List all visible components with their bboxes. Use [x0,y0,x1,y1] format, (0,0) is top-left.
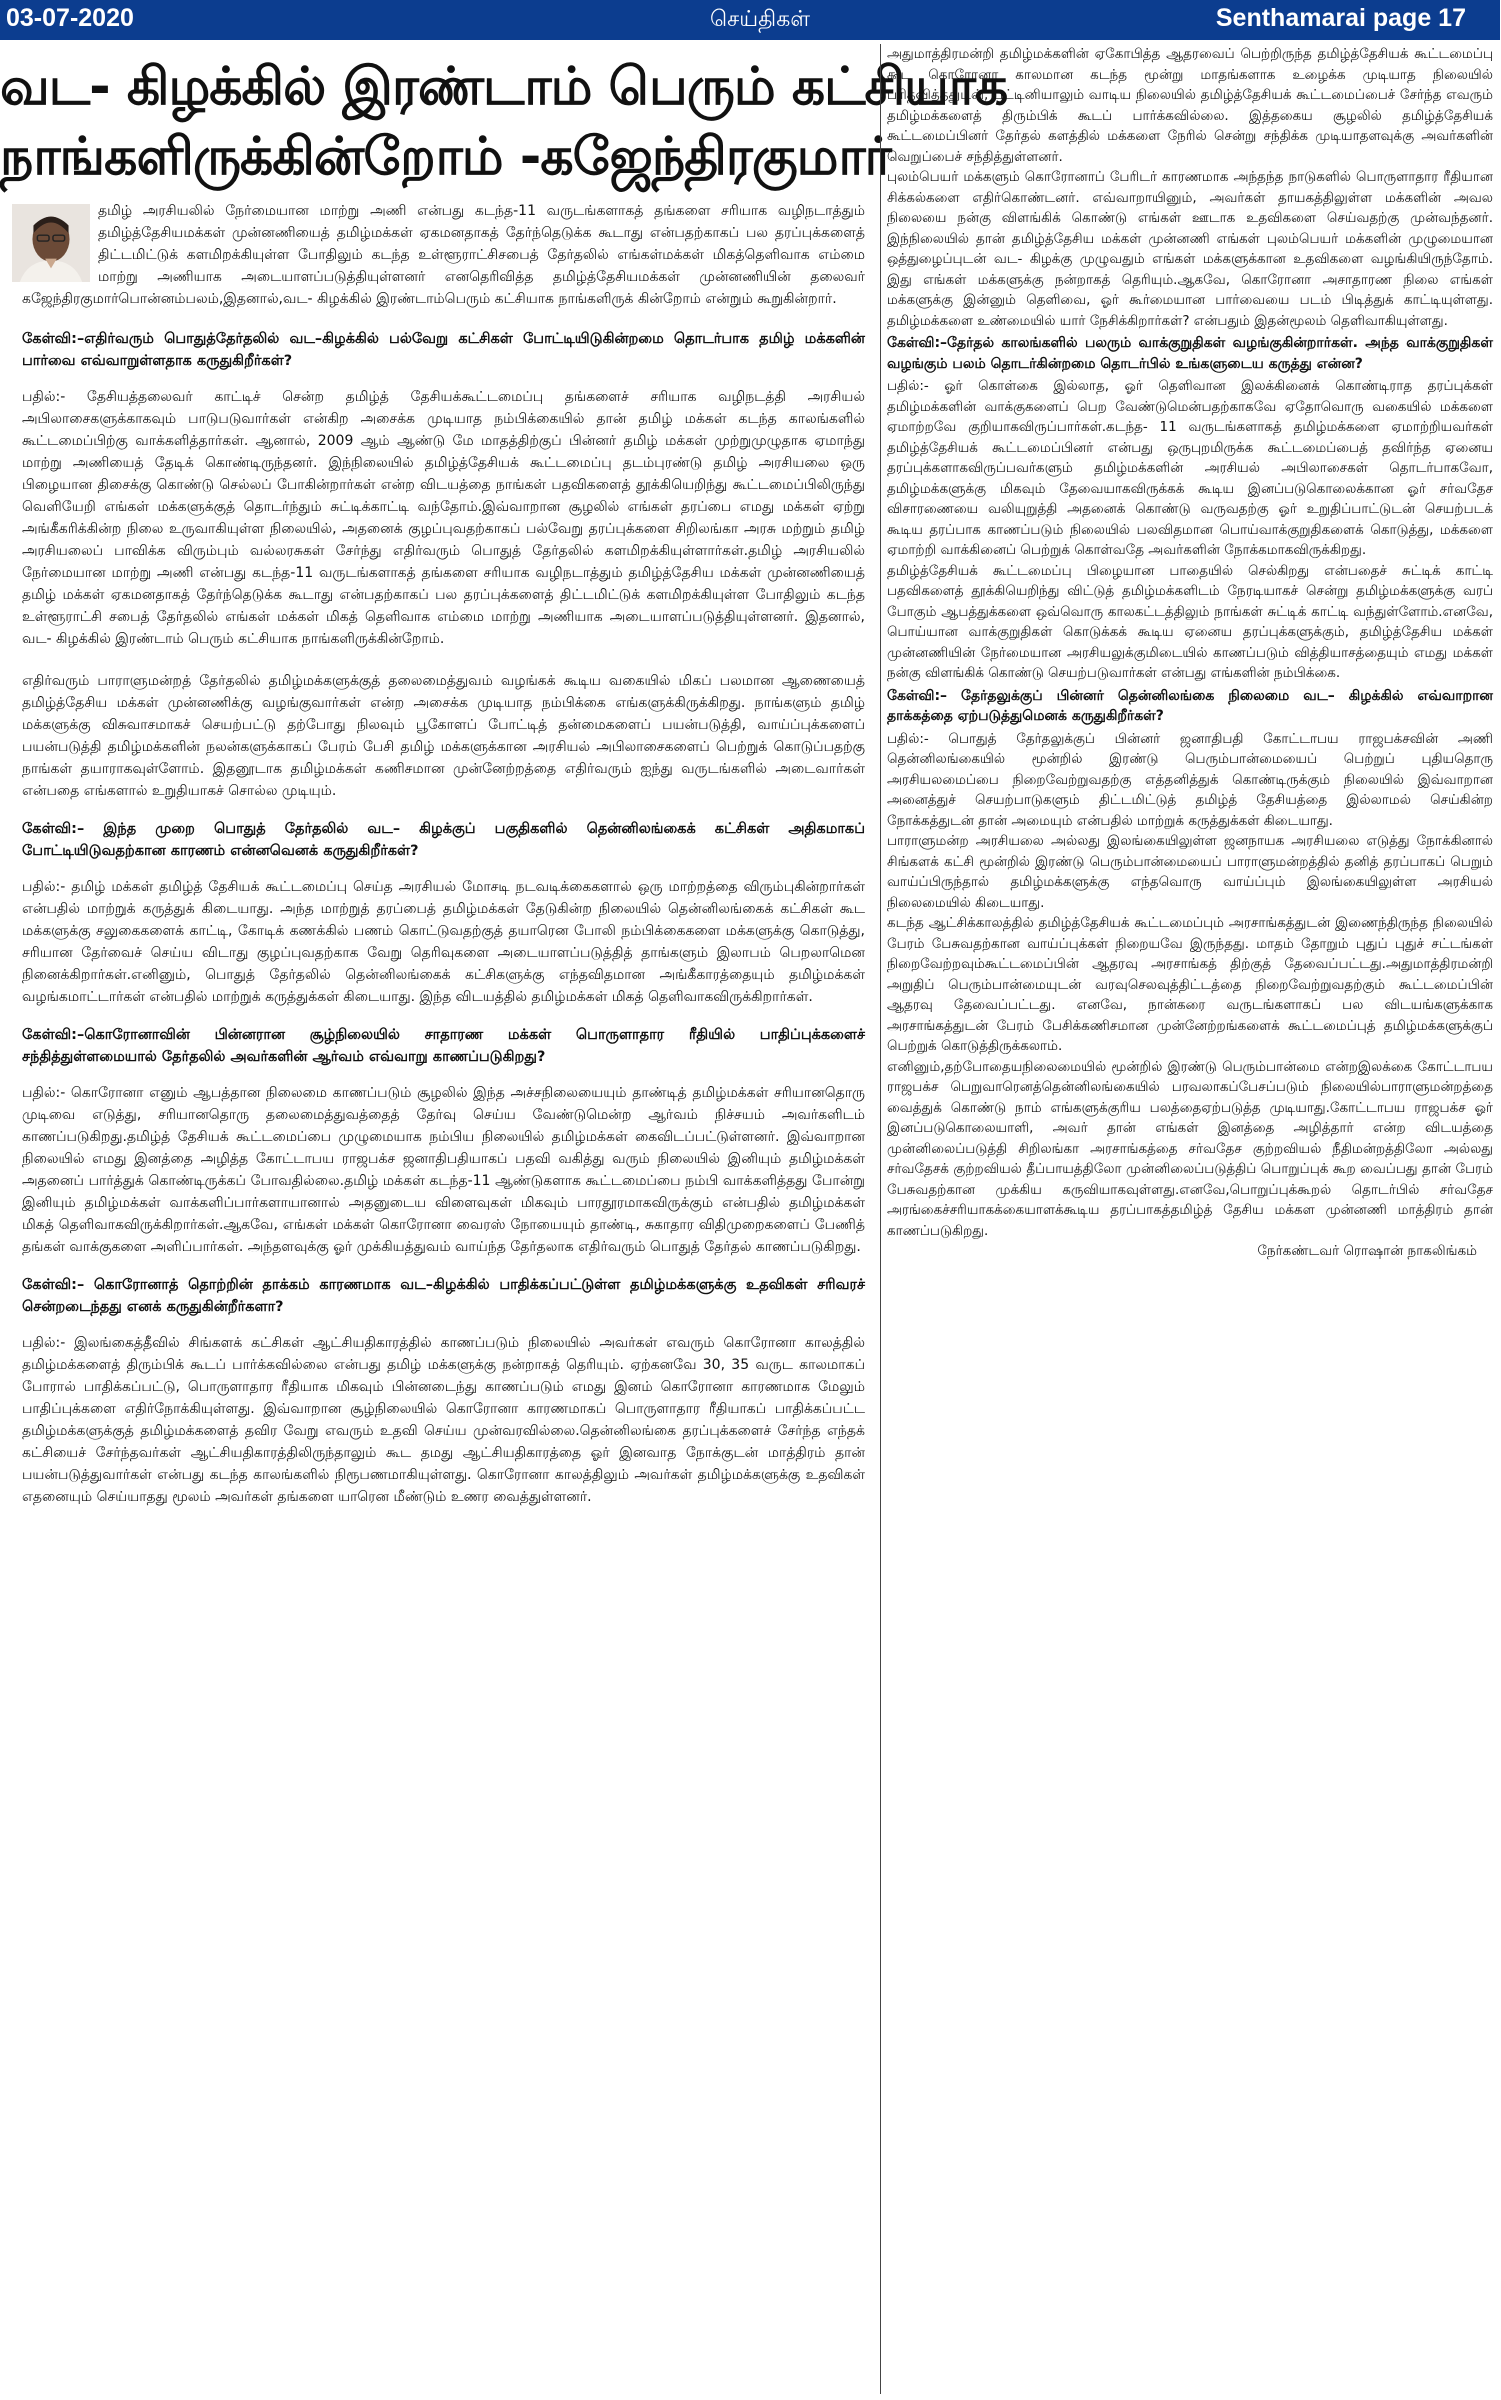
answer-2: பதில்:- தமிழ் மக்கள் தமிழ்த் தேசியக் கூட்டமைப்பு செய்த அரசியல் மோசடி நடவடிக்கைகளால் ஒரு மாற்றத்தை விரும்புகின்றார்கள் என்பதில் மாற்றுக் கருத்துக் கிடையாது. அந்த மாற்றுத் தரப்பைத் தமிழ்மக்கள் தேடுகின்ற நிலையில் தென்னிலங்கைக் கட்சிகள் கூட மக்களுக்கு சலுகைகளைக் காட்டி, கோடிக் கணக்கில் பணம் கொட்டுவதற்குத் தயாரென போலி நம்பிக்கைகளை மக்களுக்கு கொடுத்து, சரியான தேர்வைச் செய்ய விடாது குழப்புவதற்காக வேறு தெரிவுகளை அடையாளப்படுத்தித் தாங்களும் இலாபம் பெறலாமென நினைக்கிறார்கள்.எனினும், பொதுத் தேர்தலில் தென்னிலங்கைக் கட்சிகளுக்கு எந்தவிதமான அங்கீகாரத்தையும் தமிழ்மக்கள் வழங்கமாட்டார்கள் என்பதில் மாற்றுக் கருத்துக்கள் கிடையாது. இந்த விடயத்தில் தமிழ்மக்கள் மிகத் தெளிவாகவிருக்கிறார்கள். [22,879,865,1005]
header-section: செய்திகள் [710,6,811,31]
right-column [880,44,1501,2394]
question-4: கேள்வி:– கொரோனாத் தொற்றின் தாக்கம் காரணமாக வட–கிழக்கில் பாதிக்கப்பட்டுள்ள தமிழ்மக்களுக்கு உதவிகள் சரிவரச் சென்றடைந்தது எனக் கருதுகின்றீர்களா? [22,1277,865,1315]
left-column [0,44,1008,2394]
question-5: கேள்வி:–தேர்தல் காலங்களில் பலரும் வாக்குறுதிகள் வழங்குகின்றார்கள். அந்த வாக்குறுதிகள் வழங்கும் பலம் தொடர்கின்றமை தொடர்பில் உங்களுடைய கருத்து என்ன? [887,335,1493,372]
question-1: கேள்வி:–எதிர்வரும் பொதுத்தேர்தலில் வட–கிழக்கில் பல்வேறு கட்சிகள் போட்டியிடுகின்றமை தொடர்பாக தமிழ் மக்களின் பார்வை எவ்வாறுள்ளதாக கருதுகிறீர்கள்? [22,331,865,369]
question-6: கேள்வி:– தேர்தலுக்குப் பின்னர் தென்னிலங்கை நிலைமை வட– கிழக்கில் எவ்வாறான தாக்கத்தை ஏற்படுத்துமெனக் கருதுகிறீர்கள்? [887,687,1493,724]
headline [0,44,1008,192]
question-3: கேள்வி:–கொரோனாவின் பின்னரான சூழ்நிலையில் சாதாரண மக்கள் பொருளாதார ரீதியில் பாதிப்புக்களைச் சந்தித்துள்ளமையால் தேர்தலில் அவர்களின் ஆர்வம் எவ்வாறு காணப்படுகிறது? [22,1027,865,1065]
intro-paragraph: தமிழ் அரசியலில் நேர்மையான மாற்று அணி என்பது கடந்த-11 வருடங்களாகத் தங்களை சரியாக வழிநடாத்தும் தமிழ்த்தேசியமக்கள் முன்னணியைத் தமிழ்மக்கள் ஏகமனதாகத் தேர்ந்தெடுக்க கூடாது என்பதற்காகப் பல தரப்புக்களைத் திட்டமிட்டுக் களமிறக்கியுள்ள போதிலும் கடந்த உள்ளூராட்சிசபைத் தேர்தலில் எங்கள்மக்கள் மிகத்தெளிவாக எம்மை மாற்று அணியாக அடையாளப்படுத்தியுள்ளனர் எனதெரிவித்த தமிழ்த்தேசியமக்கள் முன்னணியின் தலைவர் கஜேந்திரகுமார்பொன்னம்பலம்,இதனால்,வட- கிழக்கில் இரண்டாம்பெரும் கட்சியாக நாங்களிருக் கின்றோம் என்றும் கூறுகின்றார். [22,203,865,307]
header-date: 03-07-2020 [6,4,134,32]
right-continuation-paragraph-1: அதுமாத்திரமன்றி தமிழ்மக்களின் ஏகோபித்த ஆதரவைப் பெற்றிருந்த தமிழ்த்தேசியக் கூட்டமைப்பு கூட கொரோனா காலமான கடந்த மூன்று மாதங்களாக உழைக்க முடியாத நிலையில் பரிதவித்ததுடன், பட்டினியாலும் வாடிய நிலையில் தமிழ்த்தேசியக் கூட்டமைப்பைச் சேர்ந்த எவரும் தமிழ்மக்களைத் திரும்பிக் கூடப் பார்க்கவில்லை. இத்தகைய சூழலில் தமிழ்த்தேசியக் கூட்டமைப்பினர் தேர்தல் களத்தில் மக்களை நேரில் சென்று சந்திக்க முடியாதளவுக்கு அவர்களின் வெறுப்பைச் சந்தித்துள்ளனர். [887,46,1493,165]
answer-5-part-1: பதில்:- ஓர் கொள்கை இல்லாத, ஓர் தெளிவான இலக்கினைக் கொண்டிராத தரப்புக்கள் தமிழ்மக்களின் வாக்குகளைப் பெற வேண்டுமென்பதற்காகவே ஏதோவொரு வகையில் மக்களை ஏமாற்றவே குறியாகவிருப்பார்கள்.கடந்த- 11 வருடங்களாகத் தமிழ்மக்களை ஏமாற்றியவர்கள் தமிழ்த்தேசியக் கூட்டமைப்பினர் என்பது ஒருபுறமிருக்க கூட்டமைப்பைத் தவிர்ந்த ஏனைய தரப்புக்களாகவிருப்பவர்களும் தமிழ்மக்களின் அரசியல் அபிலாசைகள் தொடர்பாகவோ, தமிழ்மக்களுக்கு மிகவும் தேவையாகவிருக்கக் கூடிய இனப்படுகொலைக்கான ஓர் சர்வதேச விசாரணையை வலியுறுத்தி அதனைக் கொண்டு வருவதற்கு ஓர் உறுதிப்பாட்டுடன் செயற்படக் கூடிய தரப்பாக காணப்படும் நிலையில் பலவிதமான பொய்வாக்குறுதிகளைக் கொடுத்து, மக்களை ஏமாற்றி வாக்கினைப் பெற்றுக் கொள்வதே அவர்களின் நோக்கமாகவிருக்கிறது. [887,378,1493,558]
answer-1-part-1: பதில்:- தேசியத்தலைவர் காட்டிச் சென்ற தமிழ்த் தேசியக்கூட்டமைப்பு தங்களைச் சரியாக வழிநடத்தி அரசியல் அபிலாசைகளுக்காகவும் பாடுபடுவார்கள் என்கிற அசைக்க முடியாத நம்பிக்கையில் தான் தமிழ் மக்கள் கடந்த காலங்களில் கூட்டமைப்பிற்கு வாக்களித்தார்கள். ஆனால், 2009 ஆம் ஆண்டு மே மாதத்திற்குப் பின்னர் தமிழ் மக்கள் முற்றுமுழுதாக ஏமாந்து மாற்று அணியைத் தேடிக் கொண்டிருந்தனர். இந்நிலையில் தமிழ்த்தேசியக் கூட்டமைப்பு தடம்புரண்டு தமிழ் அரசியலை ஒரு பிழையான திசைக்கு கொண்டு செல்லப் போகின்றார்கள் என்ற விடயத்தை நாங்கள் பதவிகளைத் தூக்கியெறிந்து கூட்டமைப்பிலிருந்து வெளியேறி எங்கள் மக்களுக்குத் தொடர்ந்தும் சுட்டிக்காட்டி வந்தோம்.இவ்வாறான சூழலில் எங்கள் தரப்பை எமது மக்கள் ஏற்று அங்கீகரிக்கின்ற நிலை உருவாகியுள்ள நிலையில், அதனைக் குழப்புவதற்காகப் பல்வேறு தரப்புக்களை சிறிலங்கா அரசு மற்றும் தமிழ் அரசியலைப் பாவிக்க விரும்பும் வல்லரசுகள் சேர்ந்து எதிர்வரும் பொதுத் தேர்தலில் களமிறக்கியுள்ளார்கள்.தமிழ் அரசியலில் நேர்மையான மாற்று அணி என்பது கடந்த-11 வருடங்களாகத் தங்களை சரியாக வழிநடாத்தும் தமிழ்த்தேசிய மக்கள் முன்னணியைத் தமிழ் மக்கள் ஏகமனதாகத் தேர்ந்தெடுக்க கூடாது என்பதற்காகப் பல தரப்புக்களைத் திட்டமிட்டுக் களமிறக்கியுள்ள போதிலும் கடந்த உள்ளூராட்சி சபைத் தேர்தலில் எங்கள் மக்கள் மிகத் தெளிவாக எம்மை மாற்று அணியாக அடையாளப்படுத்தியுள்ளனர். இதனால், வட- கிழக்கில் இரண்டாம் பெரும் கட்சியாக நாங்களிருக்கின்றோம். [22,389,865,647]
question-2: கேள்வி:– இந்த முறை பொதுத் தேர்தலில் வட– கிழக்குப் பகுதிகளில் தென்னிலங்கைக் கட்சிகள் அதிகமாகப் போட்டியிடுவதற்கான காரணம் என்னவெனக் கருதுகிறீர்கள்? [22,821,865,859]
answer-3: பதில்:- கொரோனா எனும் ஆபத்தான நிலைமை காணப்படும் சூழலில் இந்த அச்சநிலையையும் தாண்டித் தமிழ்மக்கள் சரியானதொரு முடிவை எடுத்து, சரியானதொரு தலைமைத்துவத்தைத் தேர்வு செய்ய வேண்டுமென்ற ஆர்வம் நிச்சயம் அவர்களிடம் காணப்படுகிறது.தமிழ்த் தேசியக் கூட்டமைப்பை முழுமையாக நம்பிய நிலையில் தமிழ்மக்கள் கைவிடப்பட்டுள்ளனர். இவ்வாறான நிலையில் எமது இனத்தை அழித்த கோட்டாபய ராஜபக்ச ஜனாதிபதியாகப் பதவி வகித்து வரும் நிலையில் இனியும் தமிழ்மக்கள் அதனைப் பார்த்துக் கொண்டிருக்கப் போவதில்லை.தமிழ் மக்கள் கடந்த-11 ஆண்டுகளாக கூட்டமைப்பை நம்பி வாக்களித்தது போன்று இனியும் தமிழ்மக்கள் வாக்களிப்பார்களாயானால் அதனுடைய விளைவுகள் மிகவும் பாரதூரமாகவிருக்கும் என்பதில் தமிழ்மக்கள் மிகத் தெளிவாகவிருக்கிறார்கள்.ஆகவே, எங்கள் மக்கள் கொரோனா வைரஸ் நோயையும் தாண்டி, சுகாதார விதிமுறைகளைப் பேணித் தங்கள் வாக்குகளை அளிப்பார்கள். அந்தளவுக்கு ஓர் முக்கியத்துவம் வாய்ந்த தேர்தலாக எதிர்வரும் பொதுத் தேர்தல் காணப்படுகிறது. [22,1085,865,1255]
byline: நேர்கண்டவர் ரொஷான் நாகலிங்கம் [1257,1243,1477,1259]
answer-6-part-3: கடந்த ஆட்சிக்காலத்தில் தமிழ்த்தேசியக் கூட்டமைப்பும் அரசாங்கத்துடன் இணைந்திருந்த நிலையில் பேரம் பேசுவதற்கான வாய்ப்புக்கள் நிறையவே இருந்தது. மாதம் தோறும் புதுப் புதுச் சட்டங்கள் நிறைவேற்றவும்கூட்டமைப்பின் ஆதரவு அரசாங்கத் திற்குத் தேவைப்பட்டது.அதுமாத்திரமன்றி அறுதிப் பெரும்பான்மையுடன் வரவுசெலவுத்திட்டத்தை நிறைவேற்றுவதற்கும் கூட்டமைப்பின் ஆதரவு தேவைப்பட்டது. எனவே, நான்கரை வருடங்களாகப் பல விடயங்களுக்காக அரசாங்கத்துடன் பேரம் பேசிக்கணிசமான முன்னேற்றங்களைக் கூட்டமைப்புத் தமிழ்மக்களுக்குப் பெற்றுக் கொடுத்திருக்கலாம். [887,915,1493,1054]
answer-5-part-2: தமிழ்த்தேசியக் கூட்டமைப்பு பிழையான பாதையில் செல்கிறது என்பதைச் சுட்டிக் காட்டி பதவிகளைத் தூக்கியெறிந்து விட்டுத் தமிழ்மக்களிடம் நேரடியாகச் சென்று தமிழ்மக்களுக்கு வரப் போகும் ஆபத்துக்களை ஒவ்வொரு காலகட்டத்திலும் நாங்கள் சுட்டிக் காட்டி வந்துள்ளோம்.எனவே, பொய்யான வாக்குறுதிகள் கொடுக்கக் கூடிய ஏனைய தரப்புக்களுக்கும், தமிழ்த்தேசிய மக்கள் முன்னணியின் நேர்மையான அரசியலுக்குமிடையில் காணப்படும் வித்தியாசத்தையும் எமது மக்கள் நன்கு விளங்கிக் கொண்டு செயற்படுவார்கள் என்பது எங்களின் நம்பிக்கை. [887,562,1493,681]
right-continuation-paragraph-2: புலம்பெயர் மக்களும் கொரோனாப் பேரிடர் காரணமாக அந்தந்த நாடுகளில் பொருளாதார ரீதியான சிக்கல்களை எதிர்கொண்டனர். எவ்வாறாயினும், அவர்கள் தாயகத்திலுள்ள மக்களின் அவல நிலையை நன்கு விளங்கிக் கொண்டு எங்கள் ஊடாக உதவிகளை செய்வதற்கு முன்வந்தனர். இந்நிலையில் தான் தமிழ்த்தேசிய மக்கள் முன்னணி எங்கள் புலம்பெயர் மக்களின் முழுமையான ஒத்துழைப்புடன் வட- கிழக்கு முழுவதும் எங்கள் மக்களுக்கான உதவிகளை வழங்கியிருந்தோம். இது எங்கள் மக்களுக்கு நன்றாகத் தெரியும்.ஆகவே, கொரோனா அசாதாரண நிலை எங்கள் மக்களுக்கு இன்னும் தெளிவை, ஓர் கூர்மையான பார்வையை படம் பிடித்துக் காட்டியுள்ளது. தமிழ்மக்களை உண்மையில் யார் நேசிக்கிறார்கள்? என்பதும் இதன்மூலம் தெளிவாகியுள்ளது. [887,169,1493,329]
answer-1-part-2: எதிர்வரும் பாராளுமன்றத் தேர்தலில் தமிழ்மக்களுக்குத் தலைமைத்துவம் வழங்கக் கூடிய வகையில் மிகப் பலமான ஆணையைத் தமிழ்த்தேசிய மக்கள் முன்னணிக்கு வழங்குவார்கள் என்ற அசைக்க முடியாத நம்பிக்கை எங்களுக்கிருக்கிறது. நாங்களும் தமிழ் மக்களுக்கு விசுவாசமாகச் செயற்பட்டு தற்போது நிலவும் பூகோளப் போட்டித் தன்மைகளைப் பயன்படுத்தி, வாய்ப்புக்களைப் பயன்படுத்தி தமிழ்மக்களின் நலன்களுக்காகப் பேரம் பேசி தமிழ் மக்களுக்கான அரசியல் அபிலாசைகளைப் பெற்றுக் கொடுப்பதற்கு நாங்கள் தயாராகவுள்ளோம். இதனூடாக தமிழ்மக்கள் கணிசமான முன்னேற்றத்தை எதிர்வரும் ஐந்து வருடங்களில் அடைவார்கள் என்பதை எங்களால் உறுதியாகச் சொல்ல முடியும். [22,673,865,799]
answer-6-part-4: எனினும்,தற்போதையநிலைமையில் மூன்றில் இரண்டு பெரும்பான்மை என்றஇலக்கை கோட்டாபய ராஜபக்ச பெறுவாரெனத்தென்னிலங்கையில் பரவலாகப்பேசப்படும் நிலையில்பாராளுமன்றத்தை வைத்துக் கொண்டு நாம் எங்களுக்குரிய பலத்தைஏற்படுத்த முடியாது.கோட்டாபய ராஜபக்ச ஓர் இனப்படுகொலையாளி, அவர் தான் எங்கள் இனத்தை அழித்தார் என்ற விடயத்தை முன்னிலைப்படுத்தி சிறிலங்கா அரசாங்கத்தை சர்வதேச குற்றவியல் நீதிமன்றத்திலோ அல்லது சர்வதேசக் குற்றவியல் தீப்பாயத்திலோ முன்னிலைப்படுத்திப் பொறுப்புக் கூற வைப்பது தான் பேரம் பேசுவதற்கான முக்கிய கருவியாகவுள்ளது.எனவே,பொறுப்புக்கூறல் தொடர்பில் சர்வதேச அரங்கைச்சரியாகக்கையாளக்கூடிய தரப்பாகத்தமிழ்த் தேசிய மக்கள முன்னணி மாத்திரம் தான் காணப்படுகிறது. [887,1058,1493,1239]
page-header-bar [0,0,1500,40]
answer-6-part-2: பாராளுமன்ற அரசியலை அல்லது இலங்கையிலுள்ள ஜனநாயக அரசியலை எடுத்து நோக்கினால் சிங்களக் கட்சி மூன்றில் இரண்டு பெரும்பான்மையைப் பாராளுமன்றத்தில் தனித் தரப்பாகப் பெறும் வாய்ப்பிருந்தால் தமிழ்மக்களுக்கு எந்தவொரு வாய்ப்பும் இலங்கையிலுள்ள அரசியல் நிலைமையில் கிடையாது. [887,833,1493,911]
author-photo [12,204,90,282]
header-publication: Senthamarai page 17 [1215,4,1466,32]
answer-6-part-1: பதில்:- பொதுத் தேர்தலுக்குப் பின்னர் ஜனாதிபதி கோட்டாபய ராஜபக்சவின் அணி தென்னிலங்கையில் மூன்றில் இரண்டு பெரும்பான்மையைப் பெற்றுப் புதியதொரு அரசியலமைப்பை நிறைவேற்றுவதற்கு எத்தனித்துக் கொண்டிருக்கும் நிலையில் இவ்வாறான அனைத்துச் செயற்பாடுகளும் திட்டமிட்டுத் தமிழ்த் தேசியத்தை இல்லாமல் செய்கின்ற நோக்கத்துடன் தான் அமையும் என்பதில் மாற்றுக் கருத்துக்கள் கிடையாது. [887,730,1493,829]
headline-line-2: நாங்களிருக்கின்றோம் -கஜேந்திரகுமார் [0,127,891,187]
headline-line-1: வட- கிழக்கில் இரண்டாம் பெரும் கட்சியாக [0,57,1008,117]
answer-4: பதில்:- இலங்கைத்தீவில் சிங்களக் கட்சிகள் ஆட்சியதிகாரத்தில் காணப்படும் நிலையில் அவர்கள் எவரும் கொரோனா காலத்தில் தமிழ்மக்களைத் திரும்பிக் கூடப் பார்க்கவில்லை என்பது தமிழ் மக்களுக்கு நன்றாகத் தெரியும். ஏற்கனவே 30, 35 வருட காலமாகப் போரால் பாதிக்கப்பட்டு, பொருளாதார ரீதியாக மிகவும் பின்னடைந்து காணப்படும் எமது இனம் கொரோனா காரணமாக மேலும் பாதிப்புக்களை எதிர்நோக்கியுள்ளது. இவ்வாறான சூழ்நிலையில் கொரோனா காரணமாகப் பொருளாதார ரீதியாகப் பாதிக்கப்பட்ட தமிழ்மக்களுக்குத் தமிழ்மக்களைத் தவிர வேறு எவரும் உதவி செய்ய முன்வரவில்லை.தென்னிலங்கை தரப்புக்களைச் சேர்ந்த எந்தக் கட்சியைச் சேர்ந்தவர்கள் ஆட்சியதிகாரத்திலிருந்தாலும் கூட தமது ஆட்சியதிகாரத்தை ஓர் இனவாத நோக்குடன் மாத்திரம் தான் பயன்படுத்துவார்கள் என்பது கடந்த காலங்களில் நிரூபணமாகியுள்ளது. கொரோனா காலத்திலும் அவர்கள் தமிழ்மக்களுக்கு உதவிகள் எதனையும் செய்யாதது மூலம் அவர்கள் தங்களை யாரென மீண்டும் உணர வைத்துள்ளனர். [22,1335,865,1505]
